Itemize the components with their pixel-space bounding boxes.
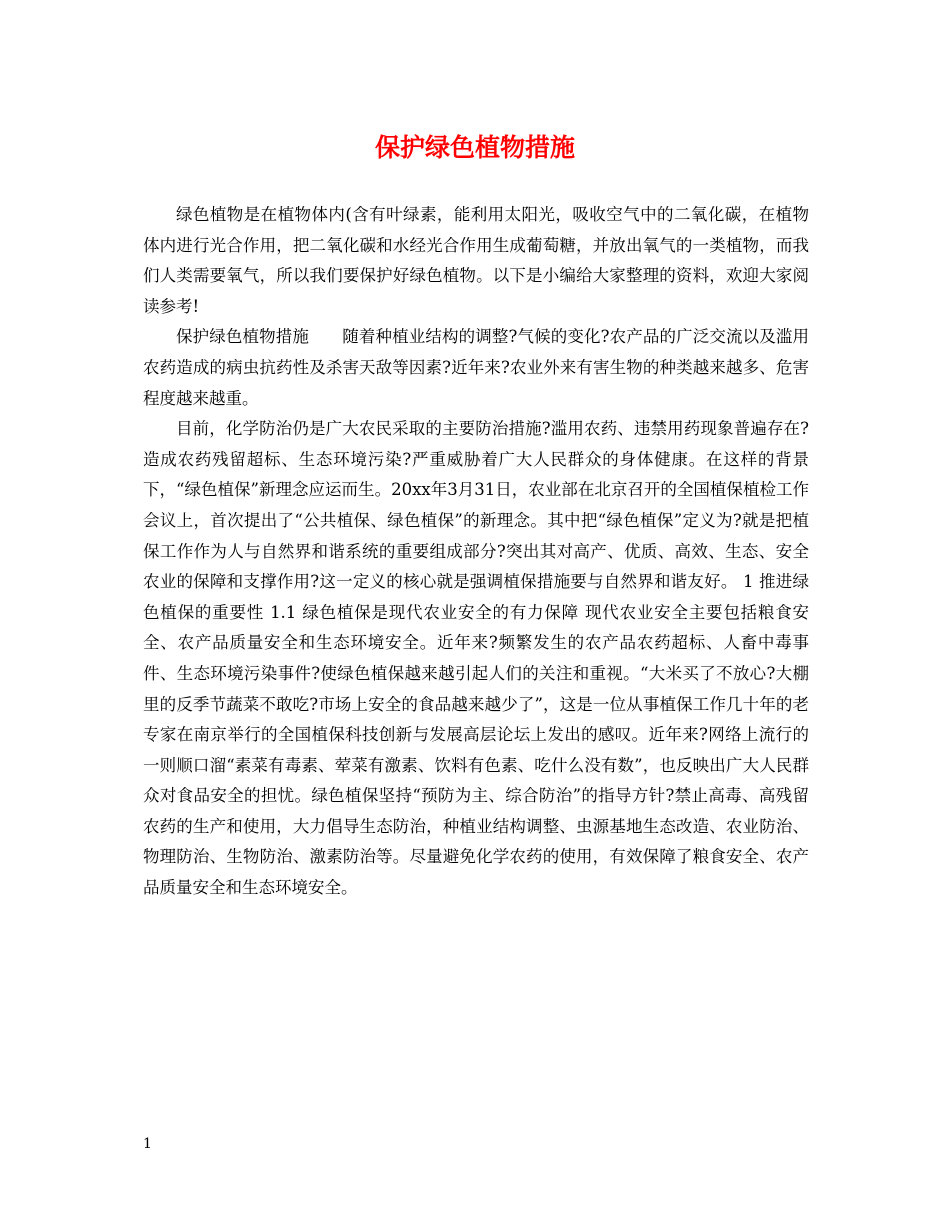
document-body	[143, 200, 809, 904]
paragraph-current-situation: 目前，化学防治仍是广大农民采取的主要防治措施?滥用农药、违禁用药现象普遍存在?造成农药残留超标、生态环境污染?严重威胁着广大人民群众的身体健康。在这样的背景下，“绿色植保”新理念应运而生。20xx年3月31日，农业部在北京召开的全国植保植检工作会议上，首次提出了“公共植保、绿色植保”的新理念。其中把“绿色植保”定义为?就是把植保工作作为人与自然界和谐系统的重要组成部分?突出其对高产、优质、高效、生态、安全农业的保障和支撑作用?这一定义的核心就是强调植保措施要与自然界和谐友好。 1 推进绿色植保的重要性 1.1 绿色植保是现代农业安全的有力保障 现代农业安全主要包括粮食安全、农产品质量安全和生态环境安全。近年来?频繁发生的农产品农药超标、人畜中毒事件、生态环境污染事件?使绿色植保越来越引起人们的关注和重视。“大米买了不放心?大棚里的反季节蔬菜不敢吃?市场上安全的食品越来越少了”，这是一位从事植保工作几十年的老专家在南京举行的全国植保科技创新与发展高层论坛上发出的感叹。近年来?网络上流行的一则顺口溜“素菜有毒素、荤菜有激素、饮料有色素、吃什么没有数”，也反映出广大人民群众对食品安全的担忧。绿色植保坚持“预防为主、综合防治”的指导方针?禁止高毒、高残留农药的生产和使用，大力倡导生态防治，种植业结构调整、虫源基地生态改造、农业防治、物理防治、生物防治、激素防治等。尽量避免化学农药的使用，有效保障了粮食安全、农产品质量安全和生态环境安全。	[143, 419, 809, 898]
document-title: 保护绿色植物措施	[374, 133, 575, 162]
paragraph-intro: 绿色植物是在植物体内(含有叶绿素，能利用太阳光，吸收空气中的二氧化碳，在植物体内进行光合作用，把二氧化碳和水经光合作用生成葡萄糖，并放出氧气的一类植物，而我们人类需要氧气，所以我们要保护好绿色植物。以下是小编给大家整理的资料，欢迎大家阅读参考!	[143, 205, 809, 316]
paragraph-measures: 保护绿色植物措施 随着种植业结构的调整?气候的变化?农产品的广泛交流以及滥用农药造成的病虫抗药性及杀害天敌等因素?近年来?农业外来有害生物的种类越来越多、危害程度越来越重。	[143, 327, 809, 408]
page-number: 1	[143, 1136, 152, 1152]
